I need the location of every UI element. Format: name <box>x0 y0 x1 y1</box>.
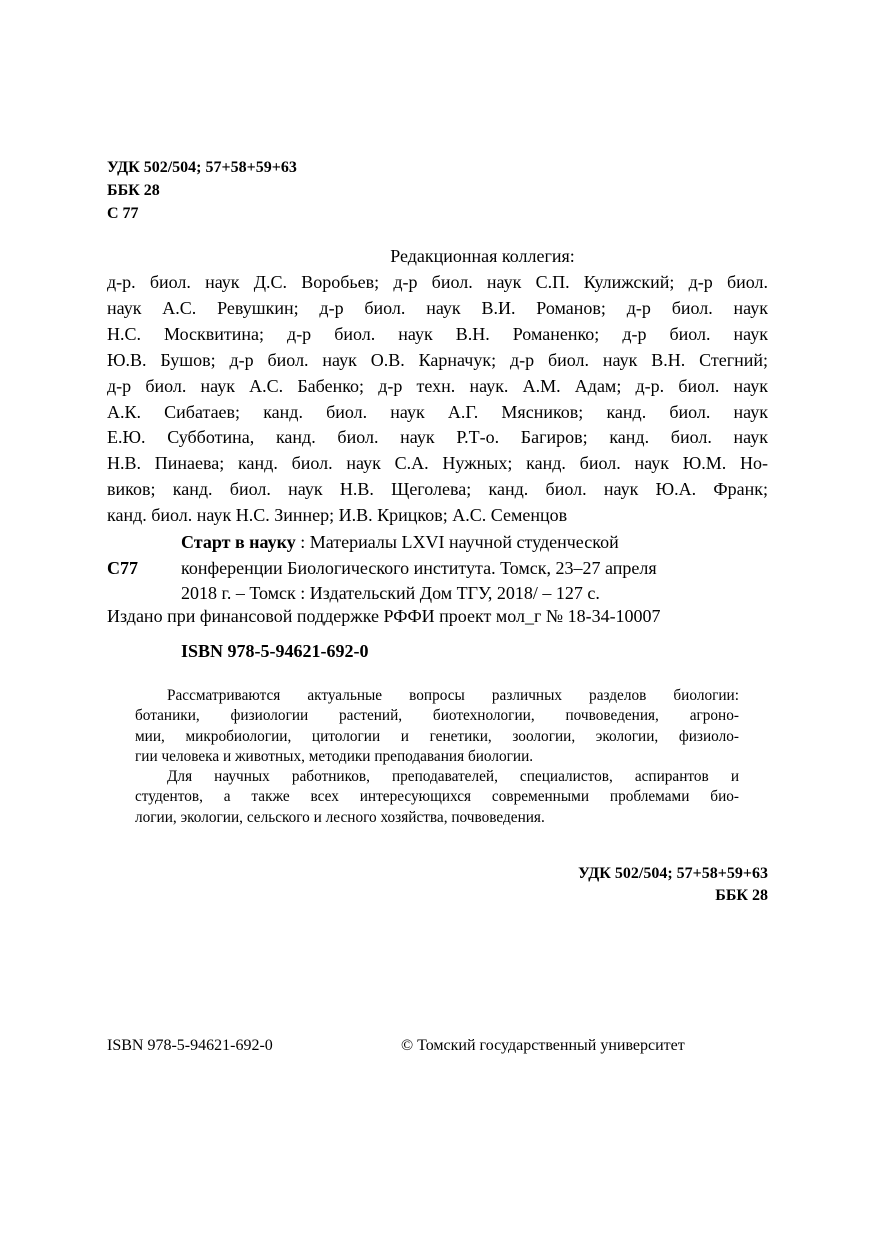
board-line: наук А.С. Ревушкин; д-р биол. наук В.И. Романов; д-р биол. наук <box>107 297 768 318</box>
abstract-line: Для научных работников, преподавателей, специалистов, аспирантов и <box>167 768 739 786</box>
card-line-3: 2018 г. – Томск : Издательский Дом ТГУ, 2018/ – 127 с. <box>181 583 600 603</box>
card-line-2: конференции Биологического института. Томск, 23–27 апреля <box>181 557 657 578</box>
bbk-code: ББК 28 <box>107 182 160 199</box>
board-line: Н.В. Пинаева; канд. биол. наук С.А. Нужных; канд. биол. наук Ю.М. Но- <box>107 453 768 474</box>
editorial-board-title: Редакционная коллегия: <box>390 246 575 266</box>
author-mark: С 77 <box>107 205 139 222</box>
funding-note: Издано при финансовой поддержке РФФИ проект мол_г № 18-34-10007 <box>107 606 661 626</box>
card-line-1 <box>181 530 741 556</box>
board-line: А.К. Сибатаев; канд. биол. наук А.Г. Мясников; канд. биол. наук <box>107 401 768 422</box>
udk-code: УДК 502/504; 57+58+59+63 <box>107 159 297 176</box>
board-line: канд. биол. наук Н.С. Зиннер; И.В. Крицков; А.С. Семенцов <box>107 505 568 526</box>
udk-code-right: УДК 502/504; 57+58+59+63 <box>578 865 768 882</box>
card-title-rest: : Материалы LXVI научной студенческой <box>295 532 619 552</box>
board-line: Е.Ю. Субботина, канд. биол. наук Р.Т-о. Багиров; канд. биол. наук <box>107 427 768 448</box>
abstract-line: Рассматриваются актуальные вопросы различных разделов биологии: <box>167 687 739 704</box>
right-codes <box>578 863 768 907</box>
book-title: Старт в науку <box>181 532 296 552</box>
catalog-card-entry <box>181 530 741 607</box>
board-line: Ю.В. Бушов; д-р биол. наук О.В. Карначук; д-р биол. наук В.Н. Стегний; <box>107 349 768 370</box>
abstract-line: студентов, а также всех интересующихся современными проблемами био- <box>135 788 739 806</box>
abstract <box>135 686 739 828</box>
board-line: д-р биол. наук А.С. Бабенко; д-р техн. наук. А.М. Адам; д-р. биол. наук <box>107 375 768 396</box>
abstract-line: ботаники, физиологии растений, биотехнологии, почвоведения, агроно- <box>135 707 739 725</box>
board-line: д-р. биол. наук Д.С. Воробьев; д-р биол. наук С.П. Кулижский; д-р биол. <box>107 272 768 292</box>
header-codes <box>107 156 297 225</box>
bbk-code-right: ББК 28 <box>715 887 768 904</box>
abstract-line: мии, микробиологии, цитологии и генетики, зоологии, экологии, физиоло- <box>135 727 739 745</box>
board-line: Н.С. Москвитина; д-р биол. наук В.Н. Романенко; д-р биол. наук <box>107 323 768 344</box>
card-isbn: ISBN 978-5-94621-692-0 <box>181 641 369 661</box>
abstract-line: гии человека и животных, методики преподавания биологии. <box>135 747 534 765</box>
board-line: виков; канд. биол. наук Н.В. Щеголева; канд. биол. наук Ю.А. Франк; <box>107 479 768 500</box>
abstract-line: логии, экологии, сельского и лесного хозяйства, почвоведения. <box>135 808 545 826</box>
editorial-board-list <box>107 270 768 529</box>
catalog-card-code: С77 <box>107 558 138 578</box>
footer-isbn: ISBN 978-5-94621-692-0 <box>107 1037 273 1054</box>
copyright-notice: © Томский государственный университет <box>401 1037 685 1054</box>
